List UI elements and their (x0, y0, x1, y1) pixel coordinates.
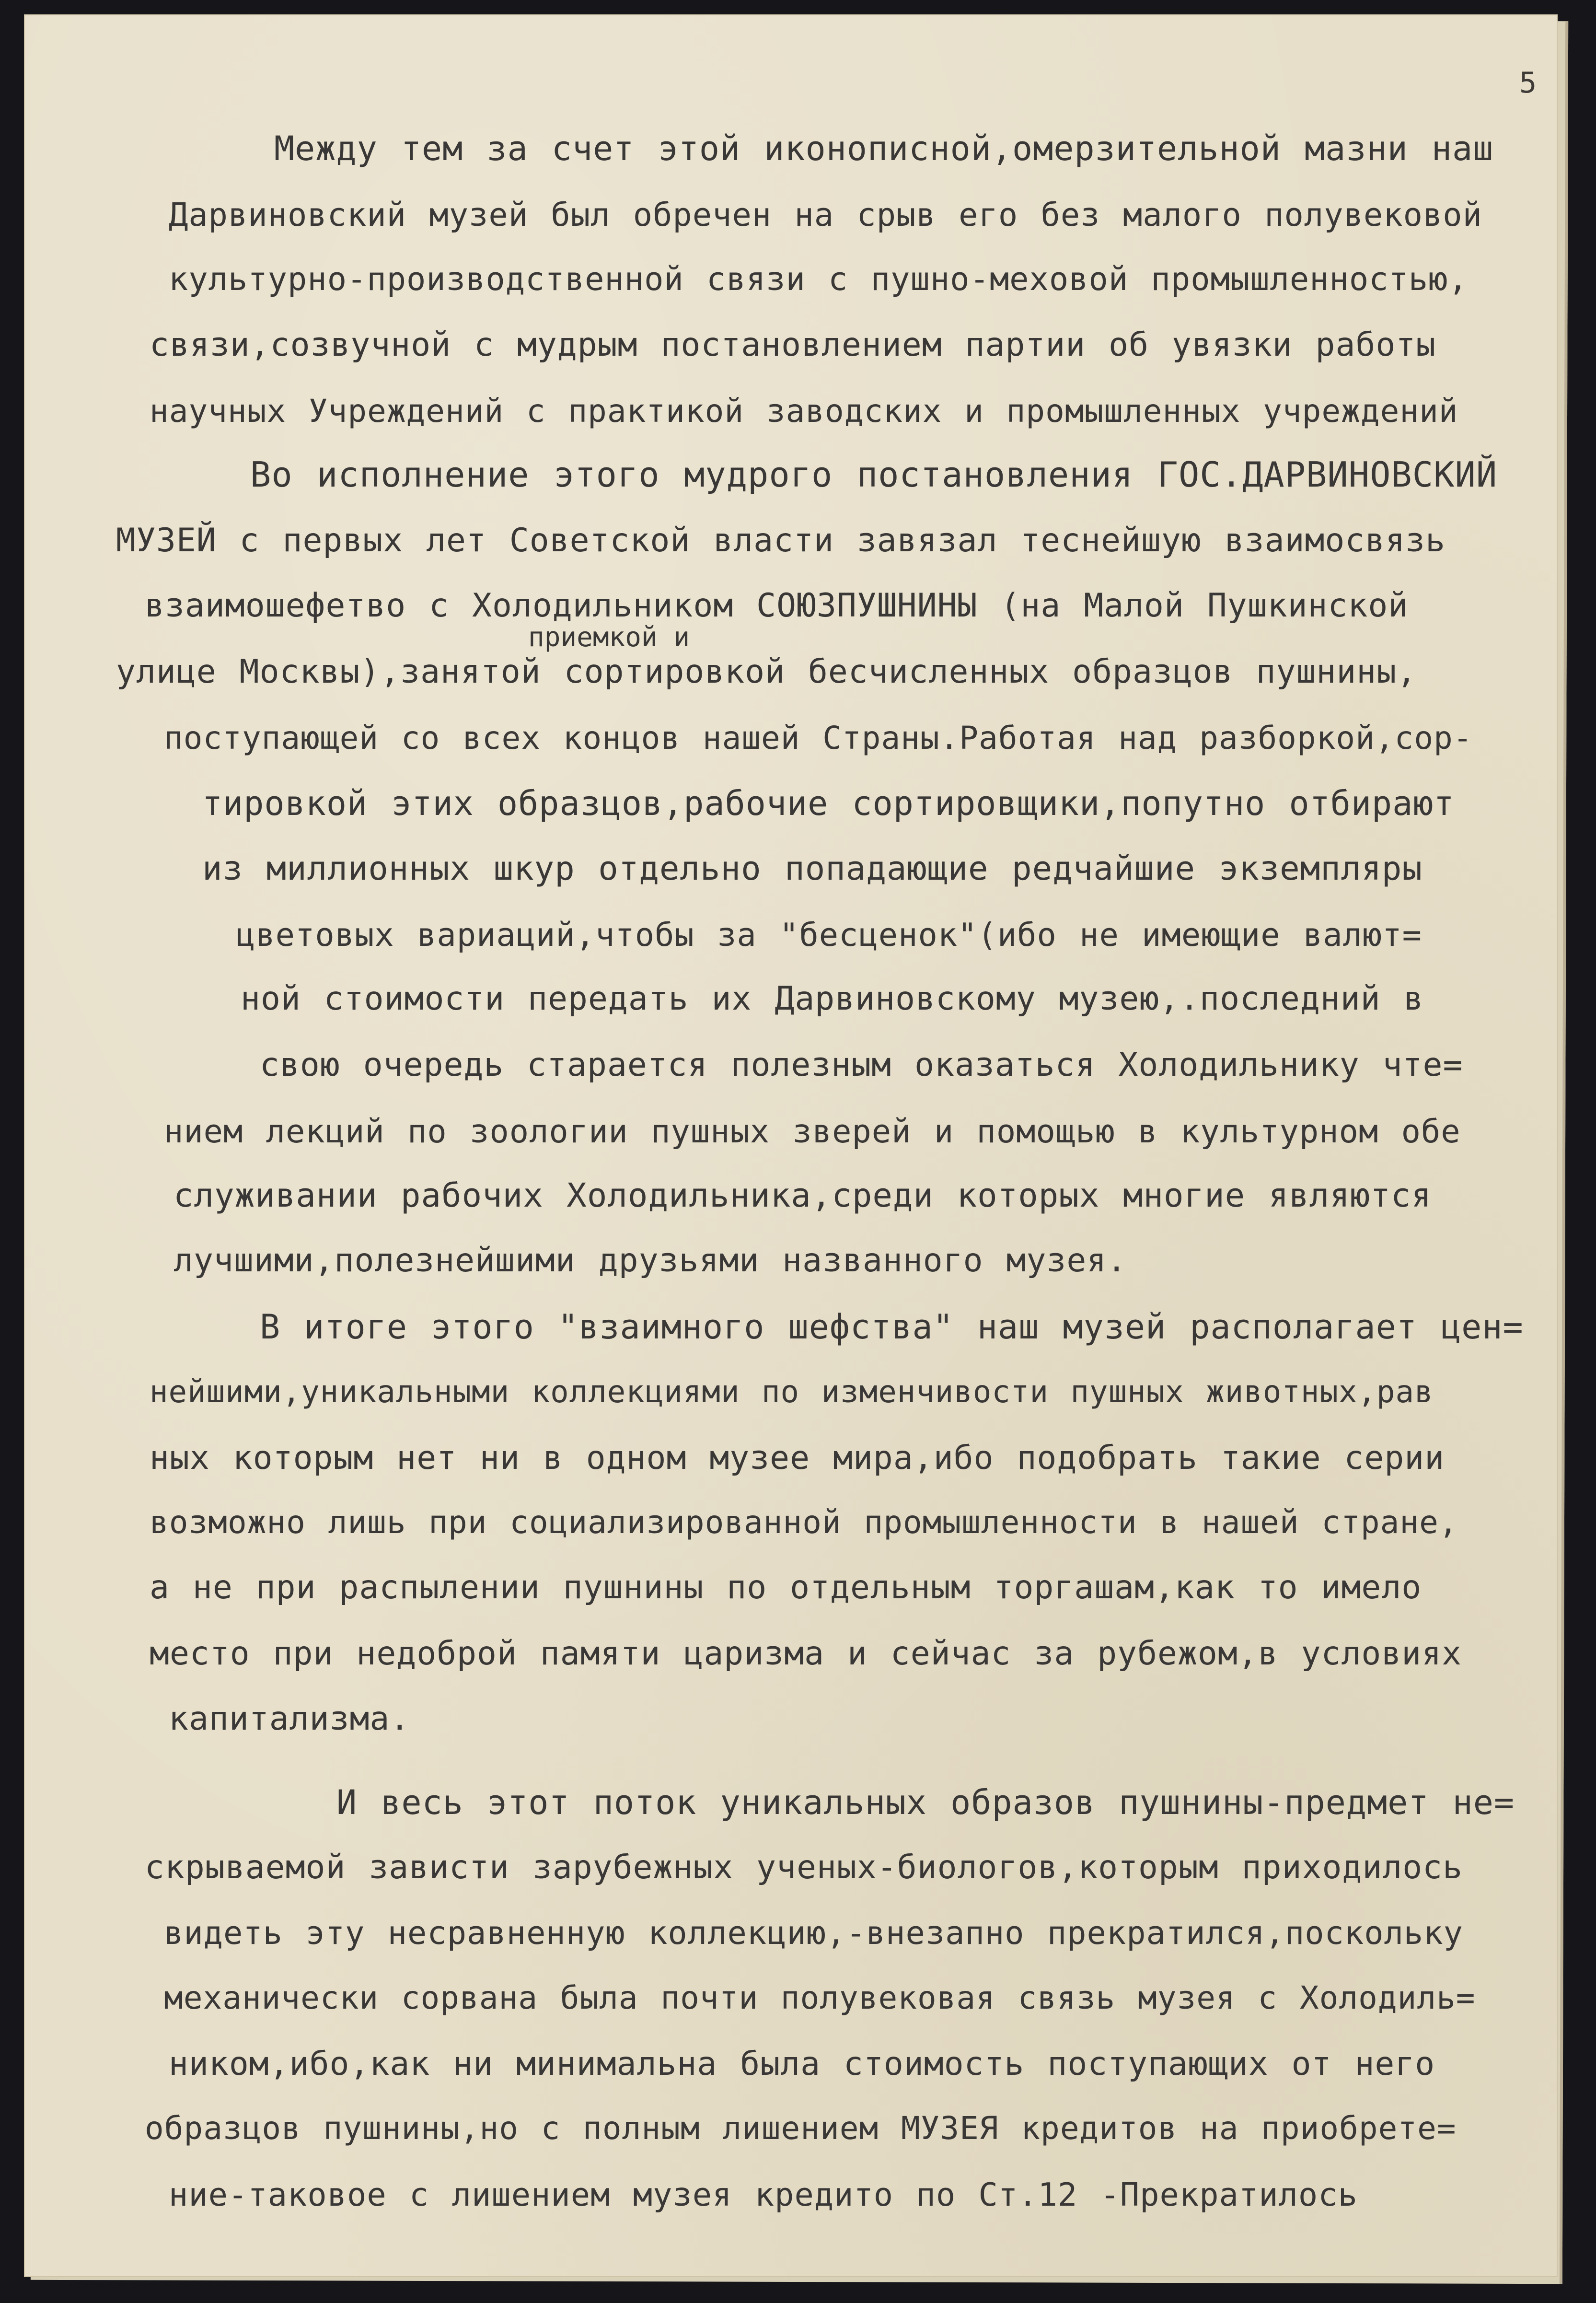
text-line: нием лекций по зоологии пушных зверей и помощью в культурном обе (164, 1113, 1461, 1150)
text-line: а не при распылении пушнины по отдельным торгашам,как то имело (150, 1569, 1422, 1606)
page-number: 5 (1519, 66, 1537, 100)
text-line: ние-таковое с лишением музея кредито по Ст.12 -Прекратилось (169, 2176, 1358, 2213)
text-line: ником,ибо,как ни минимальна была стоимость поступающих от него (169, 2045, 1435, 2083)
text-line: нейшими,уникальными коллекциями по изменчивости пушных животных,рав (150, 1374, 1434, 1410)
text-line: Дарвиновский музей был обречен на срыв его без малого полувековой (169, 196, 1482, 233)
text-line: капитализма. (169, 1700, 410, 1738)
handwritten-insertion: приемкой и (528, 622, 690, 653)
text-line: механически сорвана была почти полувековая связь музея с Холодиль= (164, 1979, 1476, 2016)
text-line: ных которым нет ни в одном музее мира,ибо подобрать такие серии (150, 1439, 1445, 1477)
text-line: цветовых вариаций,чтобы за "бесценок"(ибо не имеющие валют= (236, 916, 1422, 954)
text-line: Между тем за счет этой иконописной,омерзительной мазни наш (274, 129, 1494, 168)
text-line: служивании рабочих Холодильника,среди которых многие являются (173, 1176, 1432, 1215)
text-line: улице Москвы),занятой сортировкой бесчисленных образцов пушнины, (116, 653, 1417, 691)
text-line: тировкой этих образцов,рабочие сортировщики,попутно отбирают (202, 784, 1455, 823)
text-line: поступающей со всех концов нашей Страны.Работая над разборкой,сор- (164, 720, 1473, 756)
text-line: И весь этот поток уникальных образов пушнины-предмет не= (336, 1783, 1515, 1822)
text-line: культурно-производственной связи с пушно-меховой промышленностью, (169, 260, 1468, 298)
text-line: лучшими,полезнейшими друзьями названного музея. (173, 1242, 1127, 1279)
text-line: образцов пушнины,но с полным лишением МУЗЕЯ кредитов на приобрете= (145, 2110, 1457, 2147)
typewritten-page (24, 14, 1558, 2277)
text-line: ной стоимости передать их Дарвиновскому музею,.последний в (241, 980, 1424, 1018)
text-line: МУЗЕЙ с первых лет Советской власти завязал теснейшую взаимосвязь (116, 522, 1446, 559)
text-line: связи,созвучной с мудрым постановлением партии об увязки работы (150, 326, 1436, 364)
text-line: возможно лишь при социализированной промышленности в нашей стране, (150, 1504, 1458, 1541)
text-line: свою очередь старается полезным оказаться Холодильнику чте= (260, 1046, 1463, 1084)
text-line: из миллионных шкур отдельно попадающие редчайшие экземпляры (202, 849, 1423, 888)
text-line: скрываемой зависти зарубежных ученых-биологов,которым приходилось (145, 1849, 1463, 1886)
text-line: научных Учреждений с практикой заводских и промышленных учреждений (150, 393, 1458, 430)
text-line: место при недоброй памяти царизма и сейчас за рубежом,в условиях (150, 1635, 1462, 1673)
text-line: В итоге этого "взаимного шефства" наш музей располагает цен= (260, 1307, 1524, 1347)
text-line: видеть эту несравненную коллекцию,-внезапно прекратился,поскольку (164, 1914, 1463, 1952)
text-line: взаимошефетво с Холодильником СОЮЗПУШНИНЫ (на Малой Пушкинской (145, 587, 1409, 625)
text-line: Во исполнение этого мудрого постановления ГОС.ДАРВИНОВСКИЙ (250, 454, 1498, 495)
